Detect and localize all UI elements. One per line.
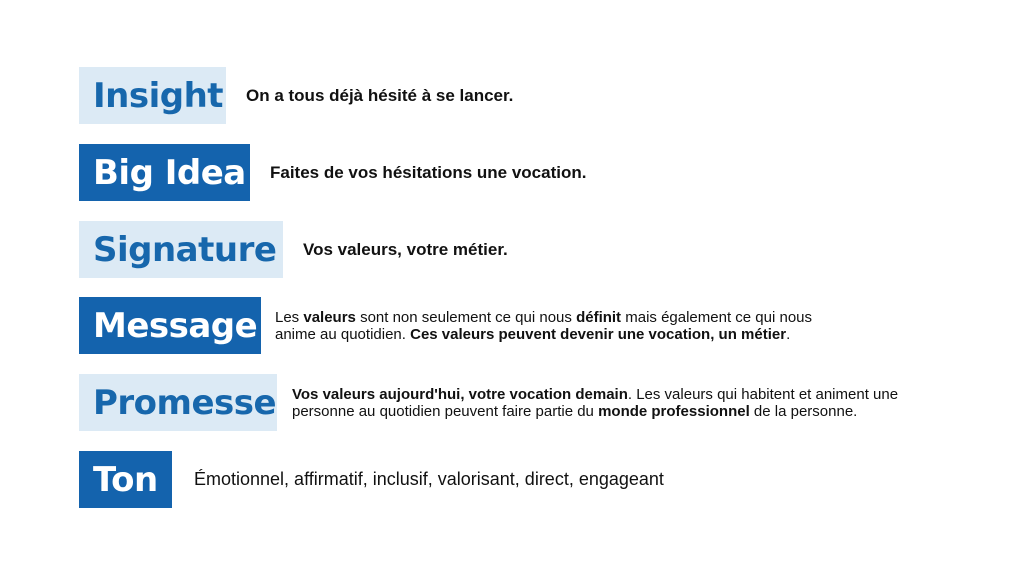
text-signature: Vos valeurs, votre métier. [303, 240, 508, 259]
message-bold: valeurs [303, 308, 356, 326]
text-promesse [292, 386, 898, 420]
promesse-seg: . Les valeurs qui habitent et animent une [627, 385, 899, 403]
label-big-idea: Big Idea [79, 144, 250, 201]
label-promesse: Promesse [79, 374, 277, 431]
row-message [79, 297, 812, 354]
promesse-seg: de la personne. [749, 402, 858, 420]
promesse-bold: Vos valeurs aujourd'hui, votre vocation demain [292, 385, 628, 403]
text-ton: Émotionnel, affirmatif, inclusif, valorisant, direct, engageant [194, 469, 664, 489]
message-seg: Les [275, 308, 304, 326]
row-ton [79, 451, 664, 508]
label-signature: Signature [79, 221, 283, 278]
message-seg: anime au quotidien. [275, 325, 411, 343]
row-big-idea [79, 144, 586, 201]
message-seg: sont non seulement ce qui nous [355, 308, 577, 326]
message-bold: définit [576, 308, 622, 326]
label-message: Message [79, 297, 261, 354]
label-insight: Insight [79, 67, 226, 124]
row-insight [79, 67, 513, 124]
text-insight: On a tous déjà hésité à se lancer. [246, 86, 514, 105]
row-signature [79, 221, 508, 278]
message-bold: Ces valeurs peuvent devenir une vocation, un métier [410, 325, 787, 343]
promesse-seg: personne au quotidien peuvent faire partie du [292, 402, 599, 420]
message-seg: mais également ce qui nous [621, 308, 813, 326]
text-message [275, 309, 812, 343]
message-seg: . [786, 325, 791, 343]
promesse-bold: monde professionnel [598, 402, 750, 420]
text-big-idea: Faites de vos hésitations une vocation. [270, 163, 587, 182]
label-ton: Ton [79, 451, 172, 508]
row-promesse [79, 374, 898, 431]
